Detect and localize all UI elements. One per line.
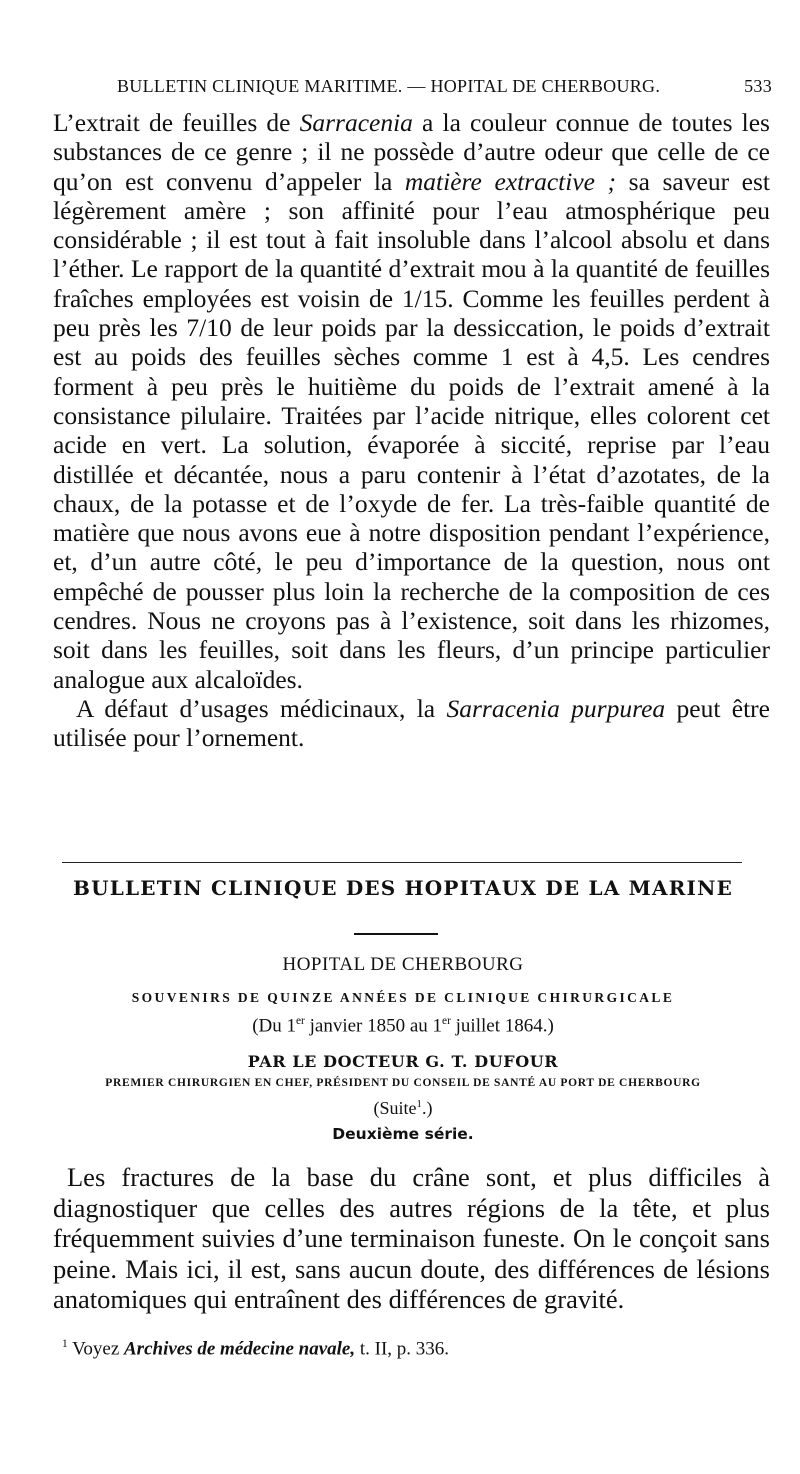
title-rule bbox=[354, 933, 438, 935]
paragraph-text: a la couleur connue de toutes les substances de ce genre ; il ne possède d’autre odeur que celle de ce qu’on est convenu d’appeler la bbox=[53, 108, 770, 196]
suite-text: (Suite bbox=[373, 1098, 417, 1118]
footnote-italic: Archives de médecine navale, bbox=[124, 1338, 356, 1360]
suite-text: .) bbox=[421, 1098, 433, 1118]
italic-sarracenia-purpurea: Sarracenia purpurea bbox=[446, 693, 666, 723]
footnote-text: Voyez bbox=[67, 1338, 124, 1360]
body-text-top bbox=[53, 108, 770, 753]
running-head-title: BULLETIN CLINIQUE MARITIME. — HOPITAL DE CHERBOURG. bbox=[117, 76, 661, 96]
paragraph-text: peut être utilisée pour l’ornement. bbox=[53, 693, 770, 753]
footnote-marker: 1 bbox=[62, 1338, 68, 1350]
author-line: PAR LE DOCTEUR G. T. DUFOUR bbox=[247, 1052, 559, 1071]
footnote-ref: 1 bbox=[416, 1098, 422, 1110]
date-text: juillet 1864.) bbox=[450, 1015, 554, 1037]
running-head bbox=[117, 76, 772, 97]
italic-matiere-extractive: matière extractive ; bbox=[404, 166, 617, 196]
paragraph-text: L’extrait de feuilles de bbox=[53, 108, 300, 137]
date-text: (Du 1 bbox=[252, 1015, 296, 1037]
article-title: SOUVENIRS DE QUINZE ANNÉES DE CLINIQUE CHIRURGICALE bbox=[131, 990, 675, 1005]
section-divider bbox=[62, 862, 742, 863]
date-text: janvier 1850 au 1 bbox=[304, 1015, 443, 1037]
paragraph-extrait bbox=[53, 108, 770, 694]
paragraph-ornement bbox=[53, 694, 770, 753]
page-number: 533 bbox=[744, 76, 772, 96]
footnote-text: t. II, p. 336. bbox=[355, 1338, 450, 1360]
date-sup: er bbox=[296, 1015, 305, 1027]
bulletin-title: BULLETIN CLINIQUE DES HOPITAUX DE LA MARINE bbox=[72, 876, 734, 900]
footnote bbox=[62, 1338, 770, 1360]
paragraph-fractures: Les fractures de la base du crâne sont, et plus difficiles à diagnostiquer que celles des autres régions de la tête, et plus fréquemment suivies d’une terminaison funeste. On le conçoit sans peine. Mais ici, il est, sans aucun doute, des différences de lésions anatomiques qui entraînent des différences de gravité. bbox=[53, 1162, 770, 1314]
suite-note bbox=[53, 1098, 753, 1119]
hospital-heading: HOPITAL DE CHERBOURG bbox=[282, 954, 524, 975]
paragraph-text: A défaut d’usages médicinaux, la bbox=[76, 693, 447, 723]
author-title: PREMIER CHIRURGIEN EN CHEF, PRÉSIDENT DU CONSEIL DE SANTÉ AU PORT DE CHERBOURG bbox=[105, 1077, 701, 1089]
date-sup: er bbox=[442, 1015, 451, 1027]
paragraph-text: sa saveur est légèrement amère ; son affinité pour l’eau atmosphérique peu considérable ; il est tout à fait insoluble dans l’alcool absolu et dans l’éther. Le rapport de la quantité d’extrait mou à la quantité de feuilles fraîches employées est voisin de 1/15. Comme les feuilles perdent à peu près les 7/10 de leur poids par la dessiccation, le poids d’extrait est au poids des feuilles sèches comme 1 est à 4,5. Les cendres forment à peu près le huitième du poids de l’extrait amené à la consistance pilulaire. Traitées par l’acide nitrique, elles colorent cet acide en vert. La solution, évaporée à siccité, reprise par l’eau distillée et décantée, nous a paru contenir à l’état d’azotates, de la chaux, de la potasse et de l’oxyde de fer. La très-faible quantité de matière que nous avons eue à notre disposition pendant l’expérience, et, d’un autre côté, le peu d’importance de la question, nous ont empêché de pousser plus loin la recherche de la composition de ces cendres. Nous ne croyons pas à l’existence, soit dans les rhizomes, soit dans les feuilles, soit dans les fleurs, d’un principe particulier analogue aux alcaloïdes. bbox=[53, 166, 770, 694]
italic-sarracenia: Sarracenia bbox=[299, 108, 413, 137]
date-range bbox=[53, 1015, 753, 1037]
series-label: Deuxième série. bbox=[332, 1125, 474, 1143]
